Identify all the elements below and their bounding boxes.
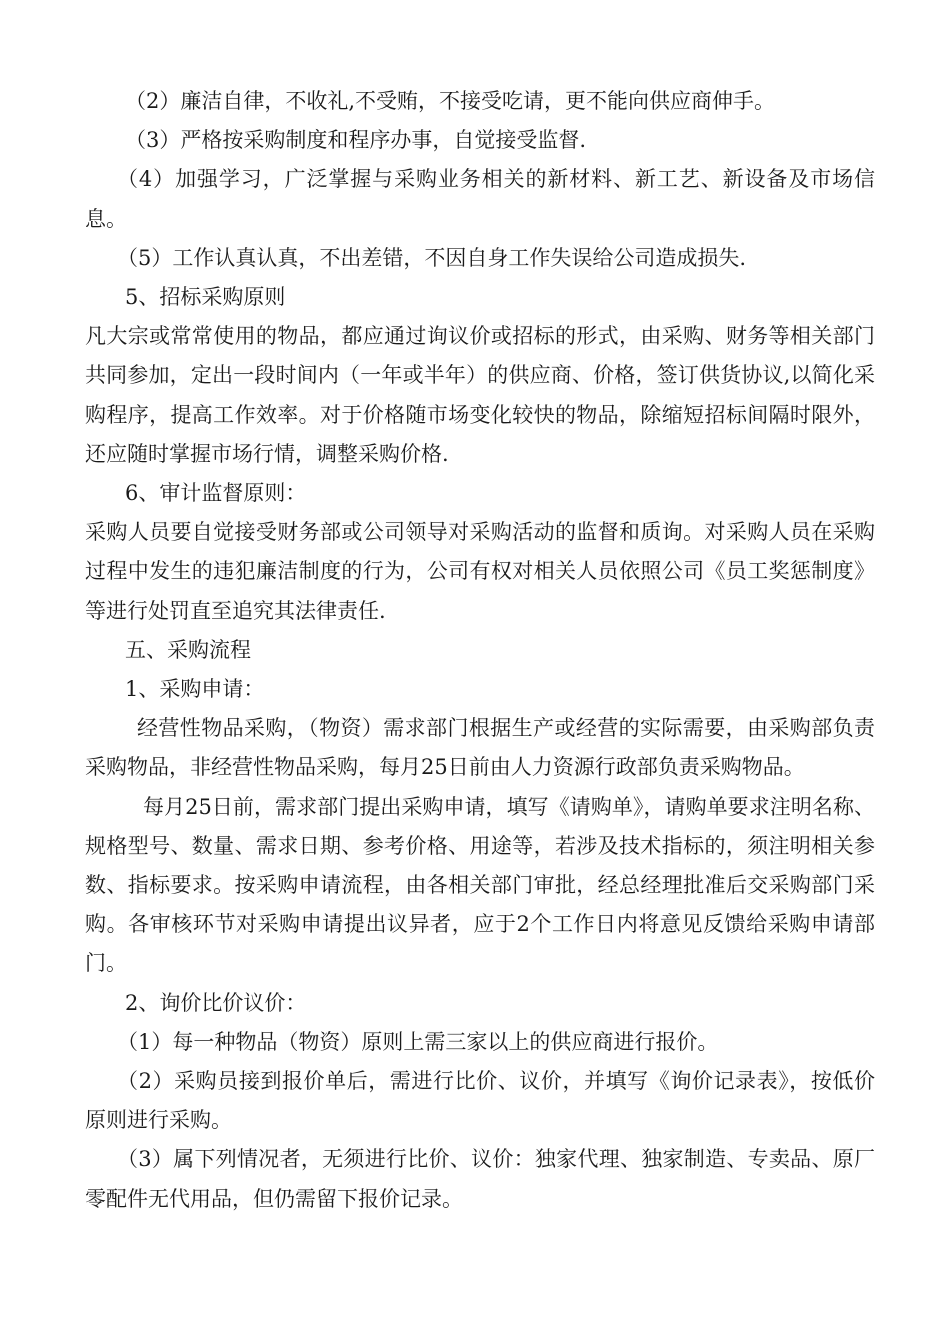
document-body: [85, 82, 875, 1219]
paragraph-bidding-principle: 凡大宗或常常使用的物品，都应通过询议价或招标的形式，由采购、财务等相关部门共同参加，定出一段时间内（一年或半年）的供应商、价格，签订供货协议,以简化采购程序，提高工作效率。对于价格随市场变化较快的物品，除缩短招标间隔时限外，还应随时掌握市场行情，调整采购价格.: [85, 324, 875, 466]
paragraph-exemptions: （3）属下列情况者，无须进行比价、议价：独家代理、独家制造、专卖品、原厂零配件无代用品，但仍需留下报价记录。: [85, 1147, 875, 1211]
paragraph-learning: （4）加强学习，广泛掌握与采购业务相关的新材料、新工艺、新设备及市场信息。: [85, 167, 875, 231]
paragraph-three-suppliers: （1）每一种物品（物资）原则上需三家以上的供应商进行报价。: [117, 1029, 719, 1054]
paragraph-follow-procedure: （3）严格按采购制度和程序办事，自觉接受监督.: [125, 128, 587, 153]
paragraph-careful-work: （5）工作认真认真，不出差错，不因自身工作失误给公司造成损失.: [117, 245, 747, 270]
paragraph-operational-purchase: 经营性物品采购，（物资）需求部门根据生产或经营的实际需要，由采购部负责采购物品，非经营性物品采购，每月25日前由人力资源行政部负责采购物品。: [85, 716, 875, 780]
section-heading-audit: 6、审计监督原则：: [125, 481, 307, 506]
paragraph-price-comparison: （2）采购员接到报价单后，需进行比价、议价，并填写《询价记录表》，按低价原则进行采购。: [85, 1069, 875, 1133]
paragraph-audit-principle: 采购人员要自觉接受财务部或公司领导对采购活动的监督和质询。对采购人员在采购过程中发生的违犯廉洁制度的行为，公司有权对相关人员依照公司《员工奖惩制度》等进行处罚直至追究其法律责任.: [85, 520, 875, 623]
section-heading-purchase-request: 1、采购申请：: [125, 677, 265, 702]
chapter-heading-procurement-process: 五、采购流程: [125, 637, 251, 662]
paragraph-request-procedure: 每月25日前，需求部门提出采购申请，填写《请购单》，请购单要求注明名称、规格型号、数量、需求日期、参考价格、用途等，若涉及技术指标的，须注明相关参数、指标要求。按采购申请流程，由各相关部门审批，经总经理批准后交采购部门采购。各审核环节对采购申请提出议异者，应于2个工作日内将意见反馈给采购申请部门。: [85, 794, 875, 976]
section-heading-bidding: 5、招标采购原则: [125, 285, 286, 310]
section-heading-price-inquiry: 2、询价比价议价：: [125, 990, 307, 1015]
paragraph-integrity: （2）廉洁自律，不收礼,不受贿，不接受吃请，更不能向供应商伸手。: [125, 89, 776, 113]
